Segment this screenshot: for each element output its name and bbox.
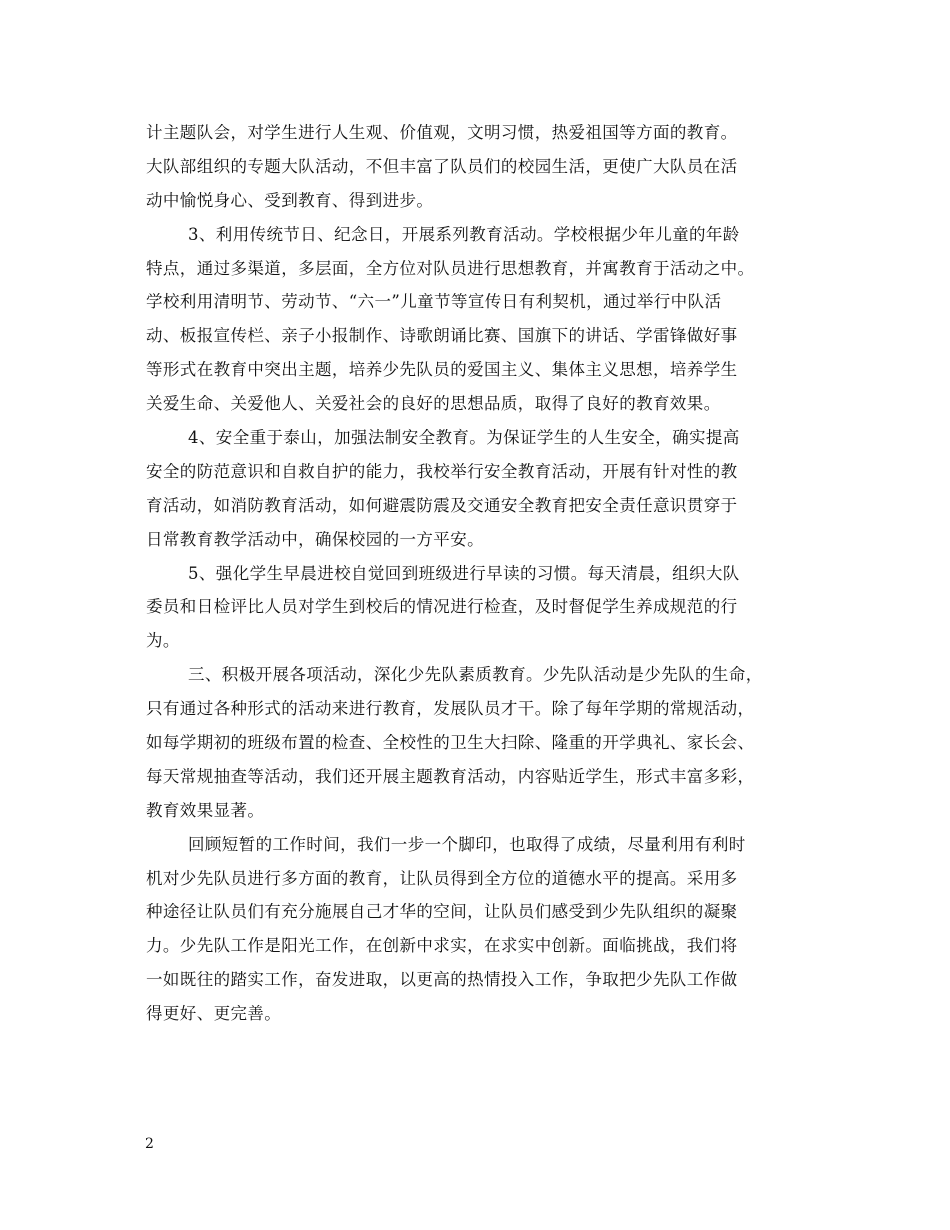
paragraph-start-line: 4、安全重于泰山，加强法制安全教育。为保证学生的人生安全，确实提高 <box>188 428 740 448</box>
text-line: 安全的防范意识和自救自护的能力，我校举行安全教育活动，开展有针对性的教 <box>146 461 738 481</box>
text-line: 为。 <box>146 631 180 651</box>
text-line: 关爱生命、关爱他人、关爱社会的良好的思想品质，取得了良好的教育效果。 <box>146 394 721 414</box>
text-line: 机对少先队员进行多方面的教育，让队员得到全方位的道德水平的提高。采用多 <box>146 868 738 888</box>
text-line: 得更好、更完善。 <box>146 1004 282 1024</box>
paragraph-start-line: 回顾短暂的工作时间，我们一步一个脚印，也取得了成绩，尽量利用有利时 <box>188 834 746 854</box>
text-line: 力。少先队工作是阳光工作，在创新中求实，在求实中创新。面临挑战，我们将 <box>146 936 738 956</box>
text-line: 种途径让队员们有充分施展自己才华的空间，让队员们感受到少先队组织的凝聚 <box>146 902 738 922</box>
text-line: 如每学期初的班级布置的检查、全校性的卫生大扫除、隆重的开学典礼、家长会、 <box>146 733 755 753</box>
text-line: 特点，通过多渠道，多层面，全方位对队员进行思想教育，并寓教育于活动之中。 <box>146 258 755 278</box>
text-line: 育活动，如消防教育活动，如何避震防震及交通安全教育把安全责任意识贯穿于 <box>146 495 738 515</box>
text-line: 委员和日检评比人员对学生到校后的情况进行检查，及时督促学生养成规范的行 <box>146 597 738 617</box>
text-line: 动中愉悦身心、受到教育、得到进步。 <box>146 190 434 210</box>
text-line: 每天常规抽查等活动，我们还开展主题教育活动，内容贴近学生，形式丰富多彩， <box>146 766 755 786</box>
text-line: 动、板报宣传栏、亲子小报制作、诗歌朗诵比赛、国旗下的讲话、学雷锋做好事 <box>146 326 738 346</box>
text-line: 一如既往的踏实工作，奋发进取，以更高的热情投入工作，争取把少先队工作做 <box>146 970 738 990</box>
page-number: 2 <box>145 1136 154 1152</box>
text-line: 计主题队会，对学生进行人生观、价值观，文明习惯，热爱祖国等方面的教育。 <box>146 123 738 142</box>
text-line: 日常教育教学活动中，确保校园的一方平安。 <box>146 529 484 549</box>
text-line: 大队部组织的专题大队活动，不但丰富了队员们的校园生活，更使广大队员在活 <box>146 156 738 176</box>
text-line: 只有通过各种形式的活动来进行教育，发展队员才干。除了每年学期的常规活动， <box>146 699 755 719</box>
paragraph-start-line: 3、利用传统节日、纪念日，开展系列教育活动。学校根据少年儿童的年龄 <box>188 224 740 244</box>
paragraph-start-line: 三、积极开展各项活动，深化少先队素质教育。少先队活动是少先队的生命， <box>188 665 763 685</box>
text-line: 教育效果显著。 <box>146 800 265 820</box>
text-line: 等形式在教育中突出主题，培养少先队员的爱国主义、集体主义思想，培养学生 <box>146 360 738 380</box>
document-body <box>146 116 816 1031</box>
paragraph-start-line: 5、强化学生早晨进校自觉回到班级进行早读的习惯。每天清晨，组织大队 <box>188 563 740 583</box>
text-line: 学校利用清明节、劳动节、“六一”儿童节等宣传日有利契机，通过举行中队活 <box>146 292 722 312</box>
